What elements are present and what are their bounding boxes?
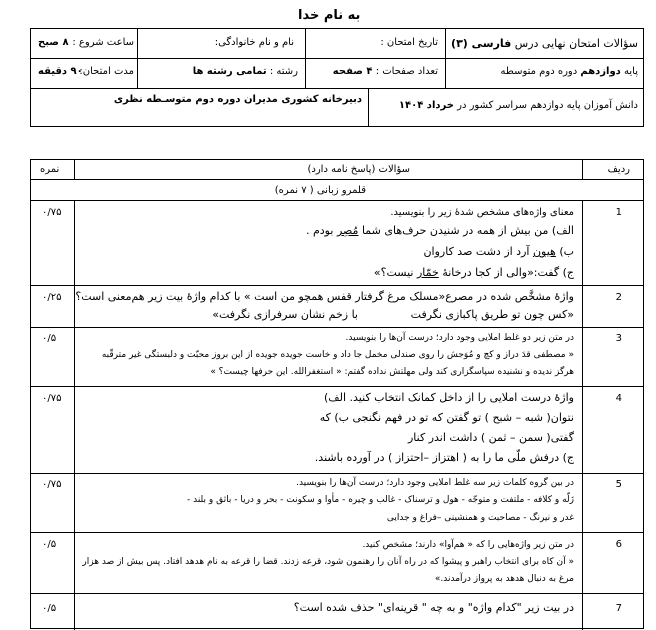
question-text: ج) درفش ملّی ما را به ( اهتزاز –احتزاز ) در آورده باشند. xyxy=(314,451,574,464)
col-questions-header: سؤالات (پاسخ نامه دارد) xyxy=(307,164,410,175)
question-text: گفتی( سمن – ثمن ) داشت اندر کنار xyxy=(408,431,574,444)
question-number: 7 xyxy=(615,603,622,614)
start-time-label: ساعت شروع : xyxy=(72,37,134,48)
question-number: 3 xyxy=(615,333,622,344)
exam-subject: فارسی (۳) xyxy=(451,37,512,50)
exam-title: سؤالات امتحان نهایی درس فارسی (۳) xyxy=(451,37,638,50)
question-text: واژۀ درست املایی را از داخل کمانک انتخاب کنید. الف) xyxy=(323,391,574,404)
question-score: ۰/۵ xyxy=(42,603,57,614)
question-text: مرغ به دنبال هدهد به پرواز درآمدند.» xyxy=(434,574,574,584)
question-text: با زخم نشان سرفرازی نگرفت» xyxy=(212,308,358,321)
question-text: زَلّه و کلافه - ملتفت و متوجّه - هول و ترسناک - غالب و چیره - مأوا و سکونت - بحر و دریا - باثق و بلند - xyxy=(187,495,574,505)
question-text: «کس چون تو طریق پاکبازی نگرفت xyxy=(410,308,574,321)
question-text: واژۀ مشخَّص شده در مصرع«مسلک مرغ گرفتار قفس همچو من است » با کدام واژۀ بیت زیر هم‌معنی است؟ xyxy=(75,290,574,303)
question-score: ۰/۷۵ xyxy=(42,479,62,490)
question-text: ج) گفت:«والی از کجا درخانۀ خمّار نیست؟» xyxy=(373,266,574,279)
question-text: ب) هیون آرد از دشت صد کاروان xyxy=(423,245,574,258)
question-number: 4 xyxy=(615,393,622,404)
question-text: معنای واژه‌های مشخص شدۀ زیر را بنویسید. xyxy=(390,207,574,218)
exam-date-label: تاریخ امتحان : xyxy=(380,37,438,48)
question-score: ۰/۵ xyxy=(42,333,57,344)
start-time-value: ۸ صبح xyxy=(38,37,69,48)
question-number: 2 xyxy=(615,292,622,303)
secretariat: دبیرخانه کشوری مدیران دوره دوم متوسـطه نظری xyxy=(113,94,362,105)
question-text: در بیت زیر "کدام واژه" و به چه " قرینه‌ای" حذف شده است؟ xyxy=(293,601,574,614)
question-score: ۰/۵ xyxy=(42,539,57,550)
student-name-label: نام و نام خانوادگی: xyxy=(214,37,294,48)
question-score: ۰/۷۵ xyxy=(42,393,62,404)
question-text: در متن زیر دو غلط املایی وجود دارد؛ درست آن‌ها را بنویسید. xyxy=(345,333,574,343)
question-text: هرگز ندیده و نشنیده سپاسگزاری کند ولی مهلتش نداده گفتم: « استغفرالله. این حرفها چیست؟ » xyxy=(210,367,574,377)
grade-info: پایه دوازدهم دوره دوم متوسطه xyxy=(500,66,638,77)
field-info: رشته : تمامی رشته ها xyxy=(192,66,298,77)
question-number: 6 xyxy=(615,539,622,550)
pages-count: تعداد صفحات : ۴ صفحه xyxy=(332,66,438,77)
question-score: ۰/۷۵ xyxy=(42,207,62,218)
question-text: « مصطفی قدَ دراز و کچ و مُوَجش را روی صندلی مخمل جا داد و خاست جویده جویده از این بروز محبّت و دلبستگی غیر مترقّبه xyxy=(101,350,574,360)
question-score: ۰/۲۵ xyxy=(42,292,62,303)
question-text: الف) من بیش از همه در شنیدن حرف‌های شما مُصِر بودم . xyxy=(305,224,574,237)
section-title: قلمرو زبانی ( ۷ نمره) xyxy=(274,185,366,196)
page-title: به نام خدا xyxy=(298,8,361,23)
duration-label: مدت امتحان: xyxy=(79,66,134,77)
question-text: غدر و نیرنگ - مصاحبت و همنشینی –فراغ و جدایی xyxy=(386,513,574,523)
question-text: در متن زیر واژه‌هایی را که « هم‌آوا» دارند؛ مشخص کنید. xyxy=(362,540,574,550)
question-text: « آن کاه برای انتخاب راهبر و پیشوا که در راه آنان را رهنمون شود، قرعه زدند. قضا را قرعه به نام هدهد افتاد. پس بیش از صد هزار xyxy=(82,557,574,567)
question-number: 1 xyxy=(615,207,622,218)
question-text: در بین گروه کلمات زیر سه غلط املایی وجود دارد؛ درست آن‌ها را بنویسید. xyxy=(296,478,574,488)
duration-value: ۹۰ دقیقه xyxy=(38,66,83,77)
col-score-header: نمره xyxy=(40,164,60,175)
question-text: نتوان( شبه – شبح ) تو گفتن که تو در فهم نگنجی ب) که xyxy=(319,411,574,424)
question-number: 5 xyxy=(615,479,622,490)
col-row-header: ردیف xyxy=(607,164,630,175)
students-info: دانش آموزان پایه دوازدهم سراسر کشور در خرداد ۱۴۰۴ xyxy=(398,100,638,111)
